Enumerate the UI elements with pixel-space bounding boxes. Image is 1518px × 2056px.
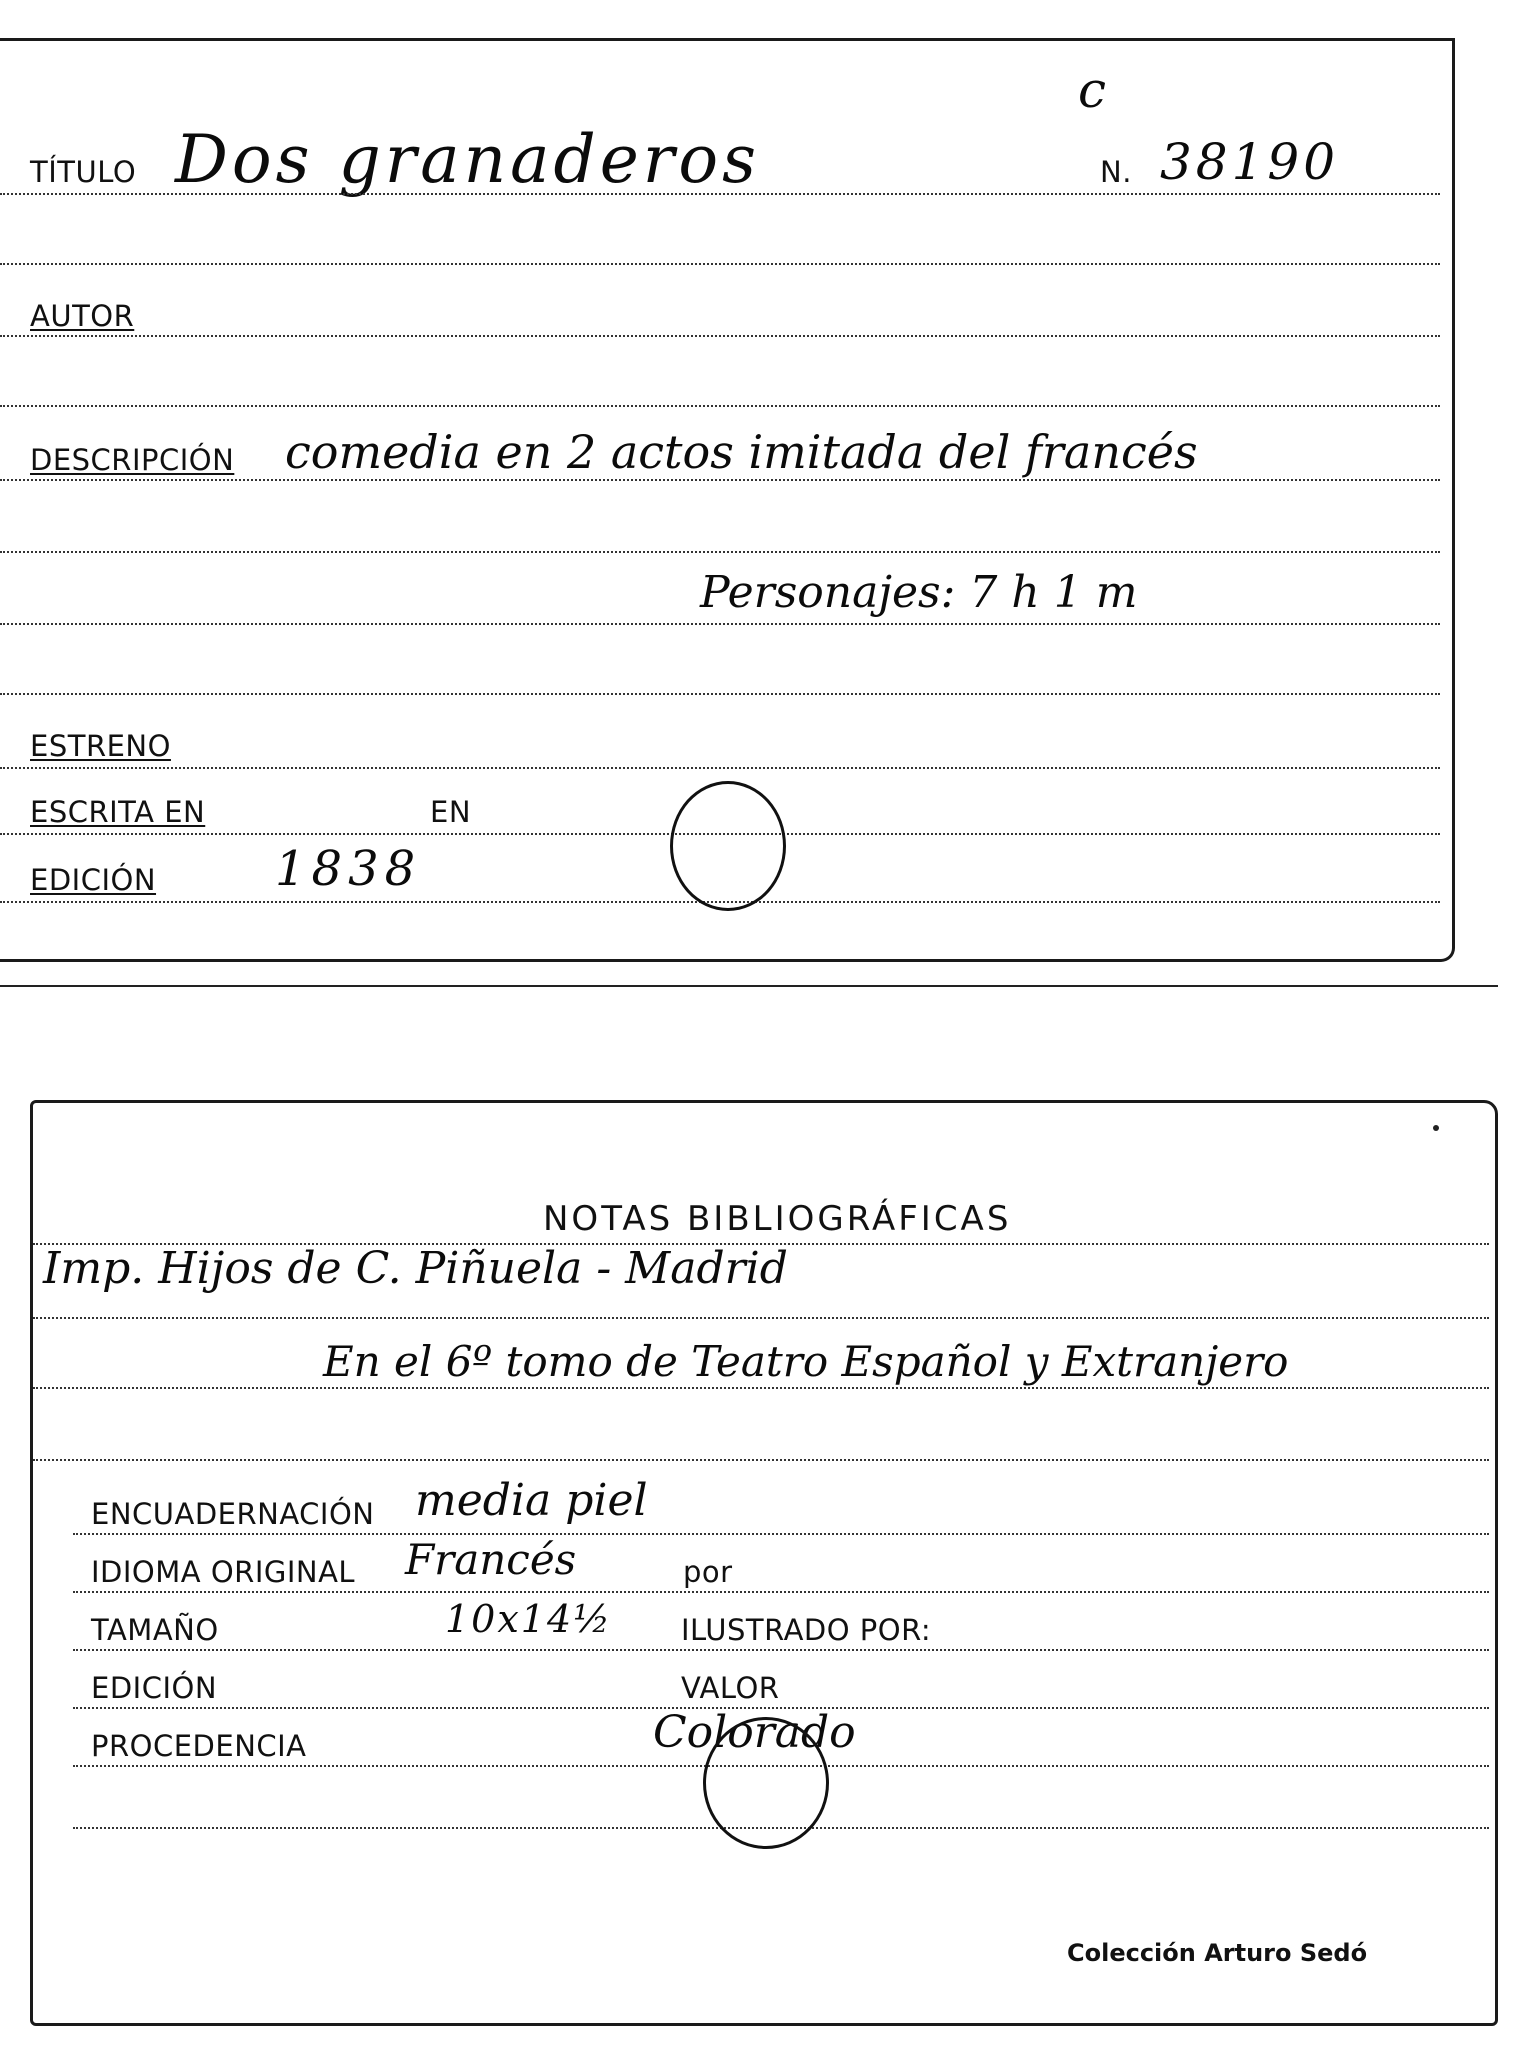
autor-label: AUTOR bbox=[30, 299, 135, 333]
notas-line1: Imp. Hijos de C. Piñuela - Madrid bbox=[43, 1243, 788, 1294]
estreno-label: ESTRENO bbox=[30, 729, 171, 763]
rule-descripcion bbox=[0, 479, 1440, 481]
descripcion-line2: Personajes: 7 h 1 m bbox=[700, 567, 1138, 618]
descripcion-line1: comedia en 2 actos imitada del francés bbox=[285, 425, 1198, 479]
rule-blank-2 bbox=[0, 405, 1440, 407]
edicion-label: EDICIÓN bbox=[30, 863, 157, 897]
encuadernacion-label: ENCUADERNACIÓN bbox=[91, 1497, 375, 1531]
corner-mark: c bbox=[1078, 61, 1107, 119]
rule-tamano bbox=[73, 1649, 1489, 1651]
rule-autor bbox=[0, 335, 1440, 337]
titulo-value: Dos granaderos bbox=[175, 121, 760, 198]
rule-notas-3 bbox=[33, 1459, 1489, 1461]
back-edicion-label: EDICIÓN bbox=[91, 1671, 218, 1705]
edicion-value: 1838 bbox=[275, 841, 422, 897]
titulo-label: TÍTULO bbox=[30, 155, 137, 189]
descripcion-label: DESCRIPCIÓN bbox=[30, 443, 235, 477]
ilustrado-por-label: ILUSTRADO POR: bbox=[681, 1613, 932, 1647]
notas-heading: NOTAS BIBLIOGRÁFICAS bbox=[543, 1199, 1012, 1239]
ink-speck bbox=[1433, 1125, 1439, 1131]
rule-personajes bbox=[0, 623, 1440, 625]
rule-blank-4 bbox=[0, 693, 1440, 695]
rule-notas-2 bbox=[33, 1387, 1489, 1389]
rule-notas-1 bbox=[33, 1317, 1489, 1319]
rule-encuadernacion bbox=[73, 1533, 1489, 1535]
idioma-label: IDIOMA ORIGINAL bbox=[91, 1555, 356, 1589]
procedencia-value: Colorado bbox=[653, 1707, 856, 1758]
numero-label: N. bbox=[1100, 155, 1132, 189]
catalog-card-back bbox=[30, 1100, 1498, 2026]
tamano-value: 10x14½ bbox=[445, 1597, 612, 1641]
rule-titulo bbox=[0, 193, 1440, 195]
punch-hole-circle-back bbox=[703, 1717, 829, 1849]
card-separator bbox=[0, 985, 1498, 987]
rule-blank-1 bbox=[0, 263, 1440, 265]
idioma-por-label: por bbox=[683, 1555, 733, 1589]
escrita-en-label: ESCRITA EN bbox=[30, 795, 206, 829]
rule-estreno bbox=[0, 767, 1440, 769]
encuadernacion-value: media piel bbox=[415, 1475, 648, 1526]
numero-value: 38190 bbox=[1160, 133, 1340, 191]
escrita-en-en-label: EN bbox=[430, 795, 472, 829]
punch-hole-circle bbox=[670, 781, 786, 911]
rule-blank-3 bbox=[0, 551, 1440, 553]
collection-footer: Colección Arturo Sedó bbox=[1067, 1939, 1368, 1967]
catalog-card-front bbox=[0, 38, 1455, 962]
procedencia-label: PROCEDENCIA bbox=[91, 1729, 307, 1763]
tamano-label: TAMAÑO bbox=[91, 1613, 219, 1647]
notas-line2: En el 6º tomo de Teatro Español y Extranjero bbox=[323, 1337, 1289, 1386]
valor-label: VALOR bbox=[681, 1671, 780, 1705]
idioma-value: Francés bbox=[405, 1535, 577, 1584]
rule-idioma bbox=[73, 1591, 1489, 1593]
